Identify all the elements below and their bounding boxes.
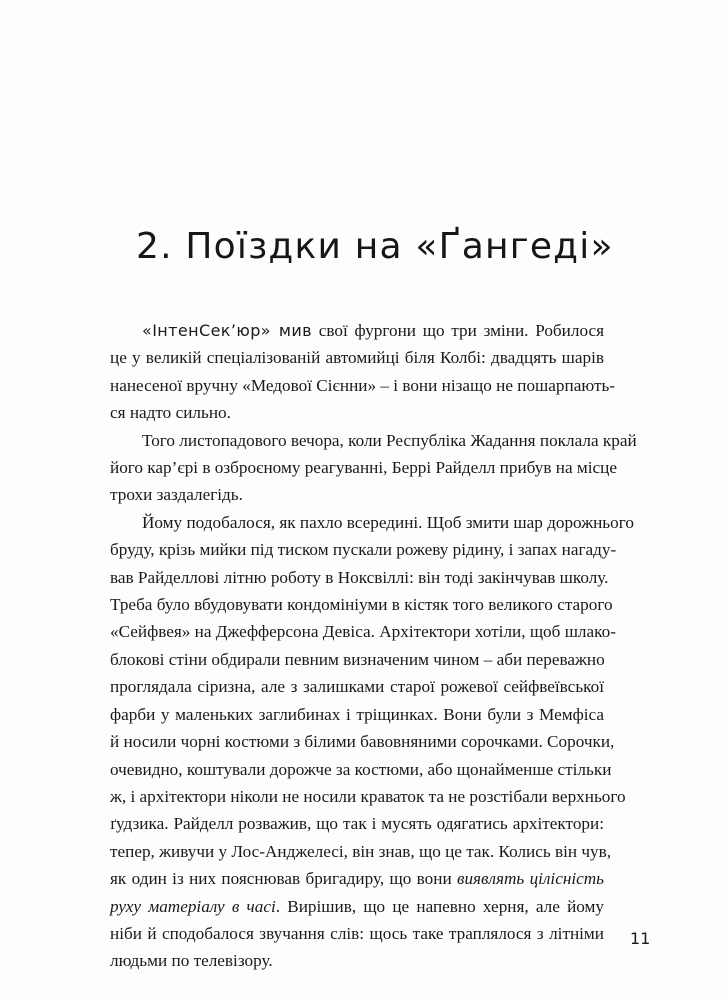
text-run: ся надто сильно. — [110, 403, 231, 423]
text-run: як один із них пояснював бригадиру, що вони — [110, 869, 457, 889]
text-line — [110, 810, 604, 837]
text-run: бруду, крізь мийки під тиском пускали рожеву рідину, і запах нагаду- — [110, 540, 617, 560]
text-run: фарби у маленьких заглибинах і тріщинках. Вони були з Мемфіса — [110, 704, 604, 724]
paragraph — [110, 427, 637, 509]
paragraph — [110, 509, 634, 975]
text-run: блокові стіни обдирали певним визначеним чином – аби переважно — [110, 649, 605, 669]
text-line — [110, 372, 616, 399]
text-run: Треба було вбудовувати кондомініуми в кістяк того великого старого — [110, 595, 613, 615]
text-run: його кар’єрі в озброєному реагуванні, Беррі Райделл прибув на місце — [110, 458, 617, 478]
text-line — [110, 618, 616, 645]
text-run: ніби й сподобалося звучання слів: щось таке траплялося з літніми — [110, 923, 604, 943]
body-text — [110, 317, 637, 975]
text-line — [110, 673, 604, 700]
page-number: 11 — [630, 929, 651, 948]
text-line — [110, 865, 604, 892]
text-run: трохи заздалегідь. — [110, 485, 243, 505]
italic-text: виявлять цілісність — [457, 869, 604, 889]
text-run: Йому подобалося, як пахло всередині. Щоб змити шар дорожнього — [142, 512, 634, 532]
text-line — [110, 454, 617, 481]
text-run: людьми по телевізору. — [110, 951, 273, 971]
text-line — [110, 317, 604, 344]
text-run: ґудзика. Райделл розважив, що так і мусять одягатись архітектори: — [110, 814, 604, 834]
text-line — [110, 701, 604, 728]
text-run: вав Райделлові літню роботу в Ноксвіллі: він тоді закінчував школу. — [110, 567, 609, 587]
text-line — [110, 728, 615, 755]
text-run: це у великій спеціалізованій автомийці біля Колбі: двадцять шарів — [110, 348, 604, 368]
text-line — [110, 427, 637, 454]
text-run: «Сейфвея» на Джефферсона Девіса. Архітектори хотіли, щоб шлако- — [110, 622, 616, 642]
text-line — [110, 509, 634, 536]
text-run: очевидно, коштували дорожче за костюми, або щонайменше стільки — [110, 759, 612, 779]
text-run: свої фургони що три зміни. Робилося — [312, 321, 604, 340]
text-run: тепер, живучи у Лос-Анджелесі, він знав, що це так. Колись він чув, — [110, 841, 612, 861]
text-line — [110, 344, 604, 371]
text-line — [110, 920, 604, 947]
text-line — [110, 783, 626, 810]
text-run: проглядала сіризна, але з залишками старої рожевої сейфвеївської — [110, 677, 604, 697]
text-line — [110, 838, 612, 865]
text-run: й носили чорні костюми з білими бавовняними сорочками. Сорочки, — [110, 732, 615, 752]
text-line — [110, 536, 617, 563]
italic-text: руху матеріалу в часі — [110, 896, 276, 916]
text-run: Того листопадового вечора, коли Республіка Жадання поклала край — [142, 430, 637, 450]
text-run: нанесеної вручну «Медової Сієнни» – і вони нізащо не пошарпають- — [110, 375, 616, 395]
text-line — [110, 591, 613, 618]
paragraph — [110, 317, 616, 427]
text-run: ж, і архітектори ніколи не носили краваток та не розстібали верхнього — [110, 786, 626, 806]
brand-text: «ІнтенСек’юр» мив — [142, 321, 313, 340]
chapter-title: 2. Поїздки на «Ґангеді» — [136, 226, 614, 267]
text-line — [110, 399, 604, 426]
text-line — [110, 893, 604, 920]
text-line — [110, 947, 604, 974]
text-line — [110, 481, 604, 508]
text-line — [110, 564, 609, 591]
text-run: . Вирішив, що це напевно херня, але йому — [275, 896, 604, 916]
text-line — [110, 756, 612, 783]
text-line — [110, 646, 604, 673]
